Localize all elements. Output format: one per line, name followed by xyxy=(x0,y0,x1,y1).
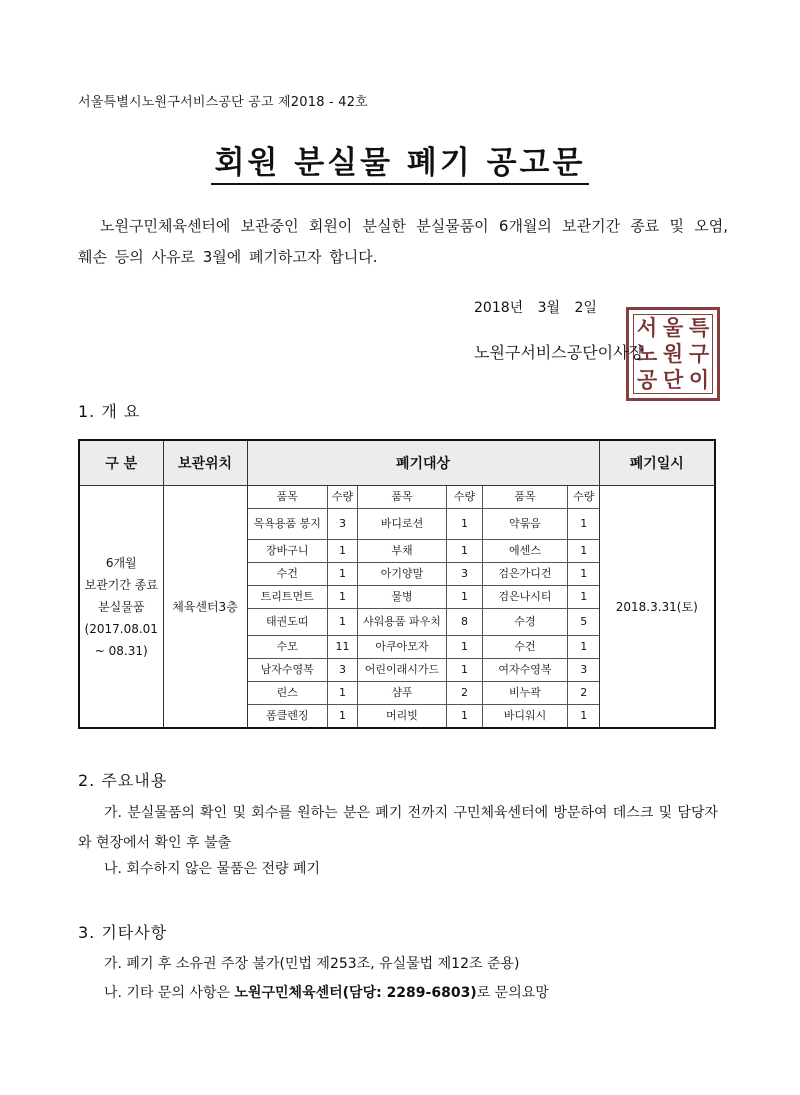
item-qty-cell: 11 xyxy=(328,636,358,659)
item-qty-cell: 3 xyxy=(447,563,483,586)
item-qty-cell: 1 xyxy=(447,540,483,563)
category-line: 분실물품 xyxy=(98,599,145,614)
issuer-name: 노원구서비스공단이사장 xyxy=(474,343,645,362)
seal-grid xyxy=(633,314,713,394)
item-qty-cell: 1 xyxy=(568,509,600,540)
item-qty-cell: 1 xyxy=(447,636,483,659)
item-qty-cell: 1 xyxy=(328,540,358,563)
item-qty-cell: 1 xyxy=(328,705,358,728)
issue-date: 2018년 3월 2일 xyxy=(474,300,597,316)
item-name-cell: 트리트먼트 xyxy=(248,586,328,609)
section3-item-b xyxy=(104,978,549,1008)
item-qty-cell: 1 xyxy=(568,586,600,609)
document-title xyxy=(0,137,800,182)
table-row xyxy=(248,586,600,609)
item-name-cell: 폼클렌징 xyxy=(248,705,328,728)
section2-item-a: 가. 분실물품의 확인 및 회수를 원하는 분은 폐기 전까지 구민체육센터에 방문하여 데스크 및 담당자와 현장에서 확인 후 불출 xyxy=(78,805,718,851)
seal-char: 단 xyxy=(662,367,684,392)
item-name-cell: 바디로션 xyxy=(358,509,447,540)
item-qty-cell: 1 xyxy=(447,705,483,728)
item-qty-cell: 1 xyxy=(568,705,600,728)
item-name-cell: 샴푸 xyxy=(358,682,447,705)
item-name-cell: 아기양말 xyxy=(358,563,447,586)
item-name-cell: 검은가디건 xyxy=(483,563,568,586)
table-row xyxy=(248,509,600,540)
seal-char: 노 xyxy=(636,341,658,366)
item-name-cell: 태권도띠 xyxy=(248,609,328,636)
item-qty-cell: 5 xyxy=(568,609,600,636)
header-location: 보관위치 xyxy=(163,440,247,486)
disposal-date-cell: 2018.3.31(토) xyxy=(599,486,715,729)
header-date: 폐기일시 xyxy=(599,440,715,486)
item-name-cell: 린스 xyxy=(248,682,328,705)
item-qty-cell: 1 xyxy=(568,540,600,563)
item-name-cell: 장바구니 xyxy=(248,540,328,563)
item-name-cell: 비누곽 xyxy=(483,682,568,705)
item-name-cell: 남자수영복 xyxy=(248,659,328,682)
item-qty-cell: 3 xyxy=(328,659,358,682)
disposal-table xyxy=(78,439,716,729)
item-name-cell: 수모 xyxy=(248,636,328,659)
seal-char: 이 xyxy=(688,367,710,392)
item-qty-cell: 2 xyxy=(568,682,600,705)
table-row xyxy=(248,705,600,728)
item-name-cell: 목욕용품 봉지 xyxy=(248,509,328,540)
category-line: (2017.08.01 xyxy=(84,621,158,636)
intro-paragraph: 노원구민체육센터에 보관중인 회원이 분실한 분실물품이 6개월의 보관기간 종료 및 오염, 훼손 등의 사유로 3월에 폐기하고자 합니다. xyxy=(78,217,728,266)
item-qty-cell: 수량 xyxy=(568,486,600,509)
item-name-cell: 수건 xyxy=(248,563,328,586)
seal-char: 공 xyxy=(636,367,658,392)
seal-char: 원 xyxy=(662,341,684,366)
item-name-cell: 어린이래시가드 xyxy=(358,659,447,682)
location-cell: 체육센터3층 xyxy=(163,486,247,729)
item-qty-cell: 3 xyxy=(328,509,358,540)
item-name-cell: 머리빗 xyxy=(358,705,447,728)
table-header-row xyxy=(79,440,715,486)
item-qty-cell: 1 xyxy=(447,659,483,682)
item-name-cell: 여자수영복 xyxy=(483,659,568,682)
item-qty-cell: 8 xyxy=(447,609,483,636)
items-table xyxy=(248,486,600,727)
table-row xyxy=(248,636,600,659)
section3-heading: 3. 기타사항 xyxy=(78,923,168,942)
item-b-suffix: 로 문의요망 xyxy=(476,985,549,1001)
table-row xyxy=(248,563,600,586)
header-items: 폐기대상 xyxy=(247,440,599,486)
items-cell xyxy=(247,486,599,729)
item-name-cell: 품목 xyxy=(248,486,328,509)
table-row xyxy=(248,609,600,636)
item-qty-cell: 3 xyxy=(568,659,600,682)
category-cell xyxy=(79,486,163,729)
item-qty-cell: 수량 xyxy=(447,486,483,509)
item-qty-cell: 1 xyxy=(568,563,600,586)
item-name-cell: 부채 xyxy=(358,540,447,563)
item-qty-cell: 1 xyxy=(568,636,600,659)
section2-heading: 2. 주요내용 xyxy=(78,771,168,790)
section3-item-a: 가. 폐기 후 소유권 주장 불가(민법 제253조, 유실물법 제12조 준용) xyxy=(104,956,520,972)
notice-number: 서울특별시노원구서비스공단 공고 제2018 - 42호 xyxy=(78,95,368,110)
table-row xyxy=(248,540,600,563)
item-qty-cell: 1 xyxy=(447,586,483,609)
item-name-cell: 수경 xyxy=(483,609,568,636)
category-line: ~ 08.31) xyxy=(94,643,148,658)
item-qty-cell: 1 xyxy=(328,586,358,609)
seal-char: 특 xyxy=(688,315,710,340)
item-name-cell: 샤워용품 파우치 xyxy=(358,609,447,636)
category-line: 보관기간 종료 xyxy=(84,577,158,592)
item-name-cell: 아쿠아모자 xyxy=(358,636,447,659)
section2-item-b: 나. 회수하지 않은 물품은 전량 폐기 xyxy=(104,861,321,877)
item-name-cell: 바디워시 xyxy=(483,705,568,728)
section1-heading: 1. 개 요 xyxy=(78,402,141,421)
item-name-cell: 에센스 xyxy=(483,540,568,563)
item-qty-cell: 1 xyxy=(328,682,358,705)
item-qty-cell: 1 xyxy=(328,563,358,586)
header-category: 구 분 xyxy=(79,440,163,486)
contact-info: 노원구민체육센터(담당: 2289-6803) xyxy=(234,985,477,1001)
item-name-cell: 품목 xyxy=(483,486,568,509)
item-qty-cell: 수량 xyxy=(328,486,358,509)
table-body-row xyxy=(79,486,715,729)
item-qty-cell: 1 xyxy=(447,509,483,540)
item-qty-cell: 2 xyxy=(447,682,483,705)
item-name-cell: 수건 xyxy=(483,636,568,659)
seal-char: 구 xyxy=(688,341,710,366)
item-name-cell: 검은나시티 xyxy=(483,586,568,609)
item-qty-cell: 1 xyxy=(328,609,358,636)
seal-char: 서 xyxy=(636,315,658,340)
item-name-cell: 품목 xyxy=(358,486,447,509)
table-row xyxy=(248,682,600,705)
items-header-row xyxy=(248,486,600,509)
item-name-cell: 약묶음 xyxy=(483,509,568,540)
item-name-cell: 물병 xyxy=(358,586,447,609)
table-row xyxy=(248,659,600,682)
title-text: 회원 분실물 폐기 공고문 xyxy=(211,145,590,185)
seal-char: 울 xyxy=(662,315,684,340)
category-line: 6개월 xyxy=(105,555,137,570)
item-b-prefix: 나. 기타 문의 사항은 xyxy=(104,985,235,1001)
